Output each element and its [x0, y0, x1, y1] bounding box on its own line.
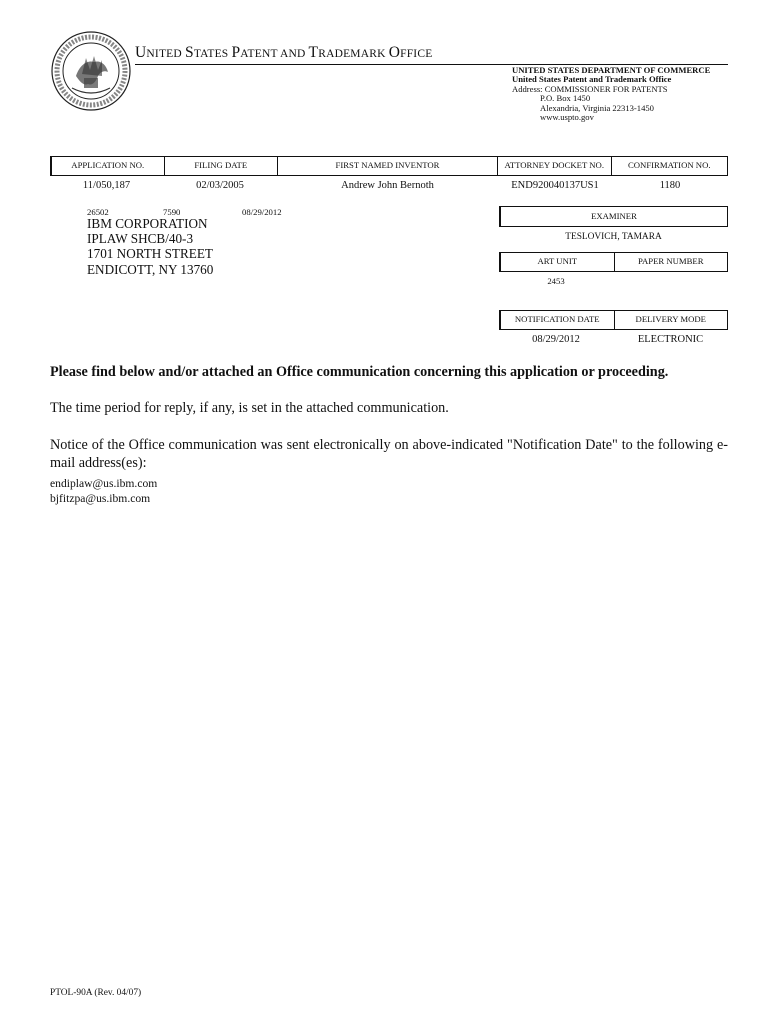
correspondence-code: 7590: [163, 207, 181, 217]
time-period-text: The time period for reply, if any, is set in the attached communication.: [50, 400, 449, 416]
communication-heading: Please find below and/or attached an Office communication concerning this application or proceeding.: [50, 364, 669, 380]
art-unit-header: [499, 252, 728, 272]
address-line-2: IPLAW SHCB/40-3: [87, 231, 194, 247]
paper-number-label: PAPER NUMBER: [637, 256, 704, 266]
delivery-mode-label: DELIVERY MODE: [635, 314, 706, 324]
attorney-docket-no: END920040137US1: [511, 180, 599, 191]
email-address[interactable]: bjfitzpa@us.ibm.com: [50, 492, 151, 505]
email-list: [50, 476, 157, 506]
first-named-inventor: Andrew John Bernoth: [341, 180, 434, 191]
email-address[interactable]: endiplaw@us.ibm.com: [50, 477, 158, 490]
notification-date-label: NOTIFICATION DATE: [501, 311, 615, 329]
form-id: PTOL-90A (Rev. 04/07): [50, 988, 142, 998]
filing-date: 02/03/2005: [196, 180, 244, 191]
examiner-label: EXAMINER: [499, 206, 728, 227]
notification-header: [499, 310, 728, 330]
address-line: Address: COMMISSIONER FOR PATENTS: [512, 83, 668, 94]
address-line-3: 1701 NORTH STREET: [87, 246, 213, 262]
correspondence-date: 08/29/2012: [242, 207, 282, 217]
department-name: UNITED STATES DEPARTMENT OF COMMERCE: [512, 65, 711, 75]
application-no: 11/050,187: [82, 180, 131, 191]
notification-date: 08/29/2012: [532, 334, 580, 345]
art-unit-value: 2453: [547, 276, 565, 286]
delivery-mode: ELECTRONIC: [637, 334, 704, 345]
city-line: Alexandria, Virginia 22313-1450: [540, 102, 654, 113]
application-table-header: [50, 156, 728, 176]
application-table-values: [50, 180, 728, 191]
address-line-1: IBM CORPORATION: [87, 216, 208, 231]
uspto-seal-icon: [50, 30, 132, 112]
header-attorney-docket-no: ATTORNEY DOCKET NO.: [498, 157, 612, 175]
header-application-no: APPLICATION NO.: [52, 157, 165, 175]
customer-number: 26502: [87, 207, 109, 217]
po-box: P.O. Box 1450: [540, 93, 591, 104]
examiner-name: TESLOVICH, TAMARA: [565, 232, 662, 242]
address-line-4: ENDICOTT, NY 13760: [87, 261, 214, 277]
office-name: United States Patent and Trademark Office: [512, 74, 672, 85]
header-filing-date: FILING DATE: [165, 157, 279, 175]
office-title: UNITED STATES PATENT AND TRADEMARK OFFICE: [135, 44, 433, 61]
art-unit-label: ART UNIT: [501, 253, 615, 271]
confirmation-no: 1180: [659, 180, 681, 191]
correspondence-address: [87, 216, 213, 277]
notice-text: Notice of the Office communication was sent electronically on above-indicated "Notification Date" to the following e-mail address(es):: [50, 437, 728, 471]
header-confirmation-no: CONFIRMATION NO.: [627, 160, 711, 170]
department-block: [512, 66, 710, 122]
website-line: www.uspto.gov: [540, 112, 594, 123]
header-first-named-inventor: FIRST NAMED INVENTOR: [278, 157, 498, 175]
